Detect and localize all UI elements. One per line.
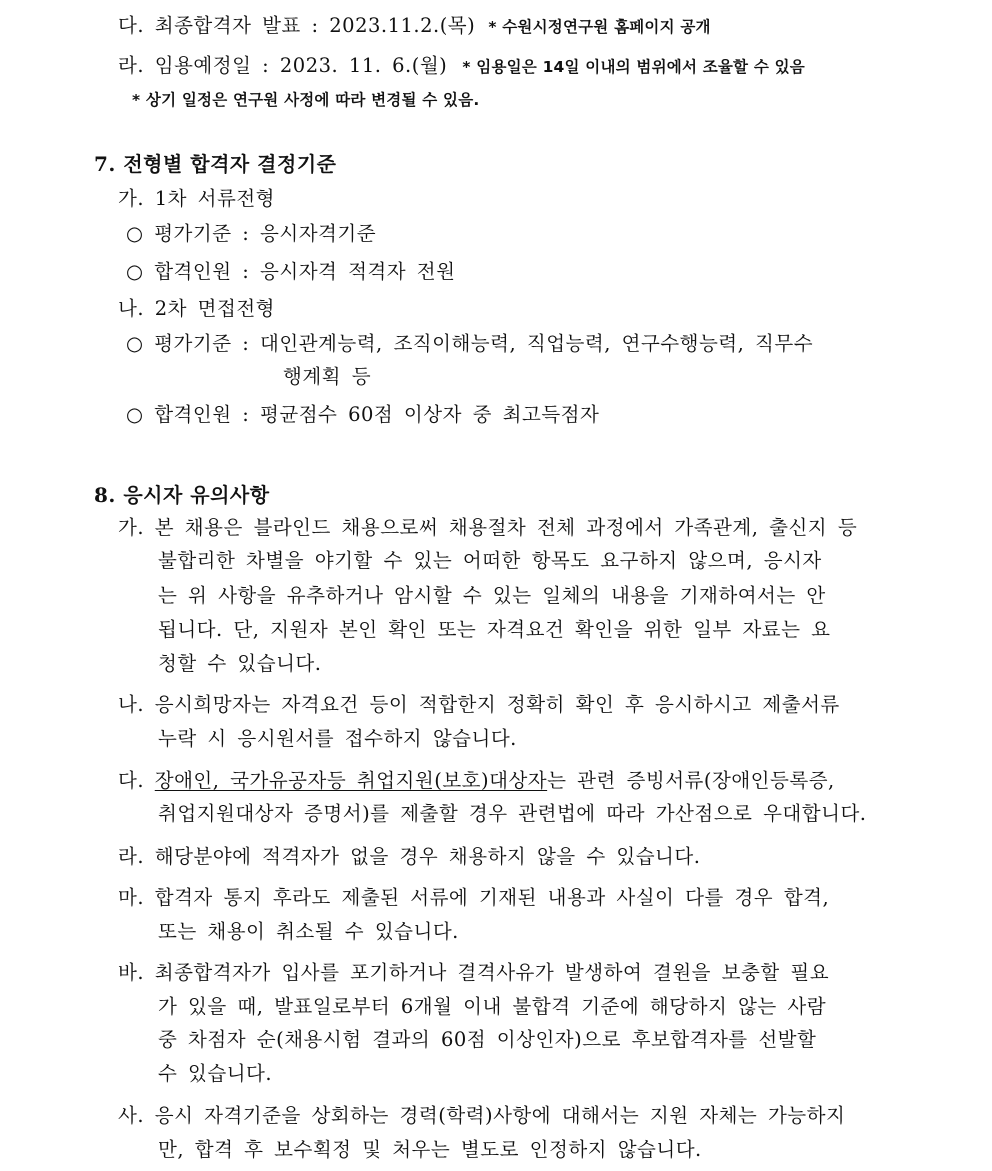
section8-ga-line-2: 불합리한 차별을 야기할 수 있는 어떠한 항목도 요구하지 않으며, 응시자 xyxy=(158,549,822,572)
section8-ba-line-3: 중 차점자 순(채용시험 결과의 60점 이상인자)으로 후보합격자를 선발할 xyxy=(158,1028,817,1051)
section7-na-item-1-cont: 행계획 등 xyxy=(283,365,372,388)
section8-da-underlined: 장애인, 국가유공자등 취업지원(보호)대상자 xyxy=(154,769,548,792)
appointment-date: 라. 임용예정일 : 2023. 11. 6.(월) xyxy=(118,54,448,77)
schedule-announcement xyxy=(118,10,711,38)
section7-ga-item-2: ○ 합격인원 : 응시자격 적격자 전원 xyxy=(126,260,456,283)
section8-ra-line: 라. 해당분야에 적격자가 없을 경우 채용하지 않을 수 있습니다. xyxy=(118,845,701,868)
section8-sa-line-1: 사. 응시 자격기준을 상회하는 경력(학력)사항에 대해서는 지원 자체는 가능하지 xyxy=(118,1104,846,1127)
section7-ga-item-1: ○ 평가기준 : 응시자격기준 xyxy=(126,222,377,245)
section8-title: 8. 응시자 유의사항 xyxy=(94,483,270,507)
section8-ma-line-1: 마. 합격자 통지 후라도 제출된 서류에 기재된 내용과 사실이 다를 경우 합격, xyxy=(118,886,830,909)
appointment-note: * 임용일은 14일 이내의 범위에서 조율할 수 있음 xyxy=(462,58,805,76)
section8-na-line-1: 나. 응시희망자는 자격요건 등이 적합한지 정확히 확인 후 응시하시고 제출서류 xyxy=(118,693,840,716)
section7-na-title: 나. 2차 면접전형 xyxy=(118,297,276,320)
section8-ba-line-1: 바. 최종합격자가 입사를 포기하거나 결격사유가 발생하여 결원을 보충할 필요 xyxy=(118,961,830,984)
section7-title: 7. 전형별 합격자 결정기준 xyxy=(94,152,337,176)
schedule-appointment xyxy=(118,50,805,78)
section8-ga-line-5: 청할 수 있습니다. xyxy=(158,652,322,675)
section8-ga-line-3: 는 위 사항을 유추하거나 암시할 수 있는 일체의 내용을 기재하여서는 안 xyxy=(158,584,826,607)
section8-da-line-2: 취업지원대상자 증명서)를 제출할 경우 관련법에 따라 가산점으로 우대합니다. xyxy=(158,802,867,825)
schedule-change-note: * 상기 일정은 연구원 사정에 따라 변경될 수 있음. xyxy=(132,91,480,109)
section8-ga-line-4: 됩니다. 단, 지원자 본인 확인 또는 자격요건 확인을 위한 일부 자료는 요 xyxy=(158,618,831,641)
section8-sa-line-2: 만, 합격 후 보수획정 및 처우는 별도로 인정하지 않습니다. xyxy=(158,1138,702,1161)
section8-da-rest: 는 관련 증빙서류(장애인등록증, xyxy=(547,769,835,792)
section8-ba-line-2: 가 있을 때, 발표일로부터 6개월 이내 불합격 기준에 해당하지 않는 사람 xyxy=(158,995,827,1018)
section8-da-line-1 xyxy=(118,765,835,793)
section8-da-prefix: 다. xyxy=(118,769,145,792)
announcement-date: 다. 최종합격자 발표 : 2023.11.2.(목) xyxy=(118,14,476,37)
section8-ga-line-1: 가. 본 채용은 블라인드 채용으로써 채용절차 전체 과정에서 가족관계, 출신지 등 xyxy=(118,516,858,539)
announcement-note: * 수원시정연구원 홈페이지 공개 xyxy=(488,18,711,36)
section7-na-item-2: ○ 합격인원 : 평균점수 60점 이상자 중 최고득점자 xyxy=(126,403,600,426)
section8-ma-line-2: 또는 채용이 취소될 수 있습니다. xyxy=(158,920,459,943)
section8-ba-line-4: 수 있습니다. xyxy=(158,1062,273,1085)
section7-ga-title: 가. 1차 서류전형 xyxy=(118,187,276,210)
section7-na-item-1: ○ 평가기준 : 대인관계능력, 조직이해능력, 직업능력, 연구수행능력, 직무수 xyxy=(126,332,814,355)
section8-na-line-2: 누락 시 응시원서를 접수하지 않습니다. xyxy=(158,727,517,750)
